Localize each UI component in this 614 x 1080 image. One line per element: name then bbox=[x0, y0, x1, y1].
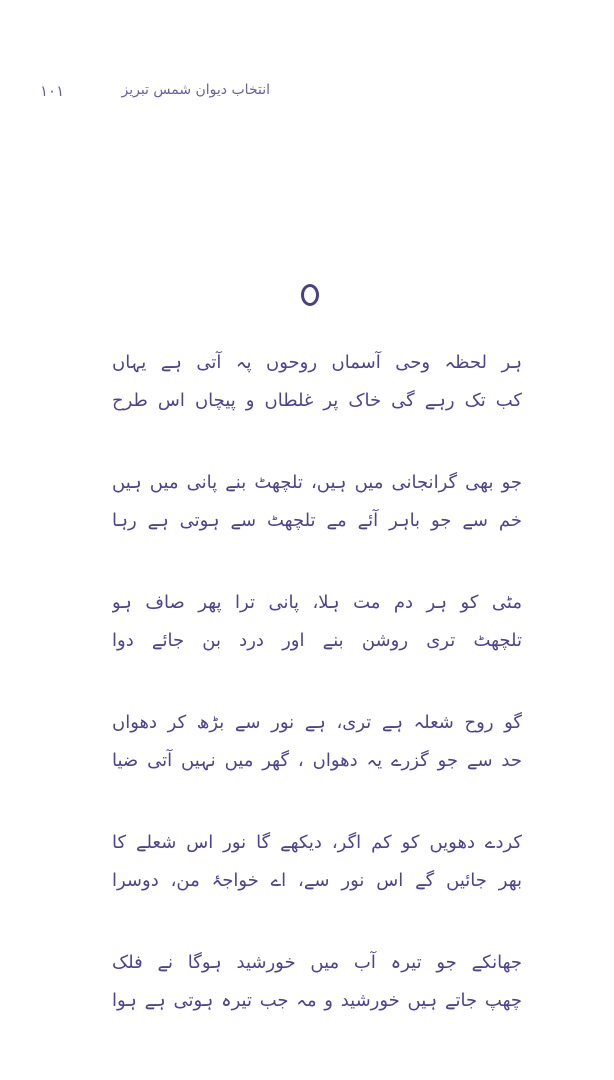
verse-line: خم سے جو باہر آئے مے تلچھٹ سے ہوتی ہے رہا bbox=[112, 510, 522, 531]
poem bbox=[112, 344, 522, 1064]
verse-line: بھر جائیں گے اس نور سے، اے خواجۂ من، دوسرا bbox=[112, 870, 522, 891]
verse-line: تلچھٹ تری روشن بنے اور درد بن جائے دوا bbox=[112, 630, 522, 651]
verse-line: جو بھی گرانجانی میں ہیں، تلچھٹ بنے پانی میں ہیں bbox=[112, 472, 522, 493]
section-ornament bbox=[301, 284, 319, 306]
verse-line: مٹی کو ہر دم مت ہلا، پانی ترا پھر صاف ہو bbox=[112, 592, 522, 613]
stanza-1 bbox=[112, 344, 522, 464]
running-title: انتخاب دیوان شمس تبریز bbox=[121, 82, 270, 98]
stanza-3 bbox=[112, 584, 522, 704]
page-number: ۱۰۱ bbox=[40, 82, 65, 100]
stanza-6 bbox=[112, 944, 522, 1064]
verse-line: ہر لحظہ وحی آسماں روحوں پہ آتی ہے یہاں bbox=[112, 352, 522, 373]
stanza-2 bbox=[112, 464, 522, 584]
verse-line: چھپ جاتے ہیں خورشید و مہ جب تیرہ ہوتی ہے ہوا bbox=[112, 990, 522, 1011]
running-header bbox=[40, 82, 270, 108]
verse-line: گو روح شعلہ ہے تری، ہے نور سے بڑھ کر دھواں bbox=[112, 712, 522, 733]
verse-line: کردے دھویں کو کم اگر، دیکھے گا نور اس شعلے کا bbox=[112, 832, 522, 853]
stanza-5 bbox=[112, 824, 522, 944]
stanza-4 bbox=[112, 704, 522, 824]
verse-line: حد سے جو گزرے یہ دھواں ، گھر میں نہیں آتی ضیا bbox=[112, 750, 522, 771]
verse-line: کب تک رہے گی خاک پر غلطاں و پیچاں اس طرح bbox=[112, 390, 522, 411]
verse-line: جھانکے جو تیرہ آب میں خورشید ہوگا نے فلک bbox=[112, 952, 522, 973]
